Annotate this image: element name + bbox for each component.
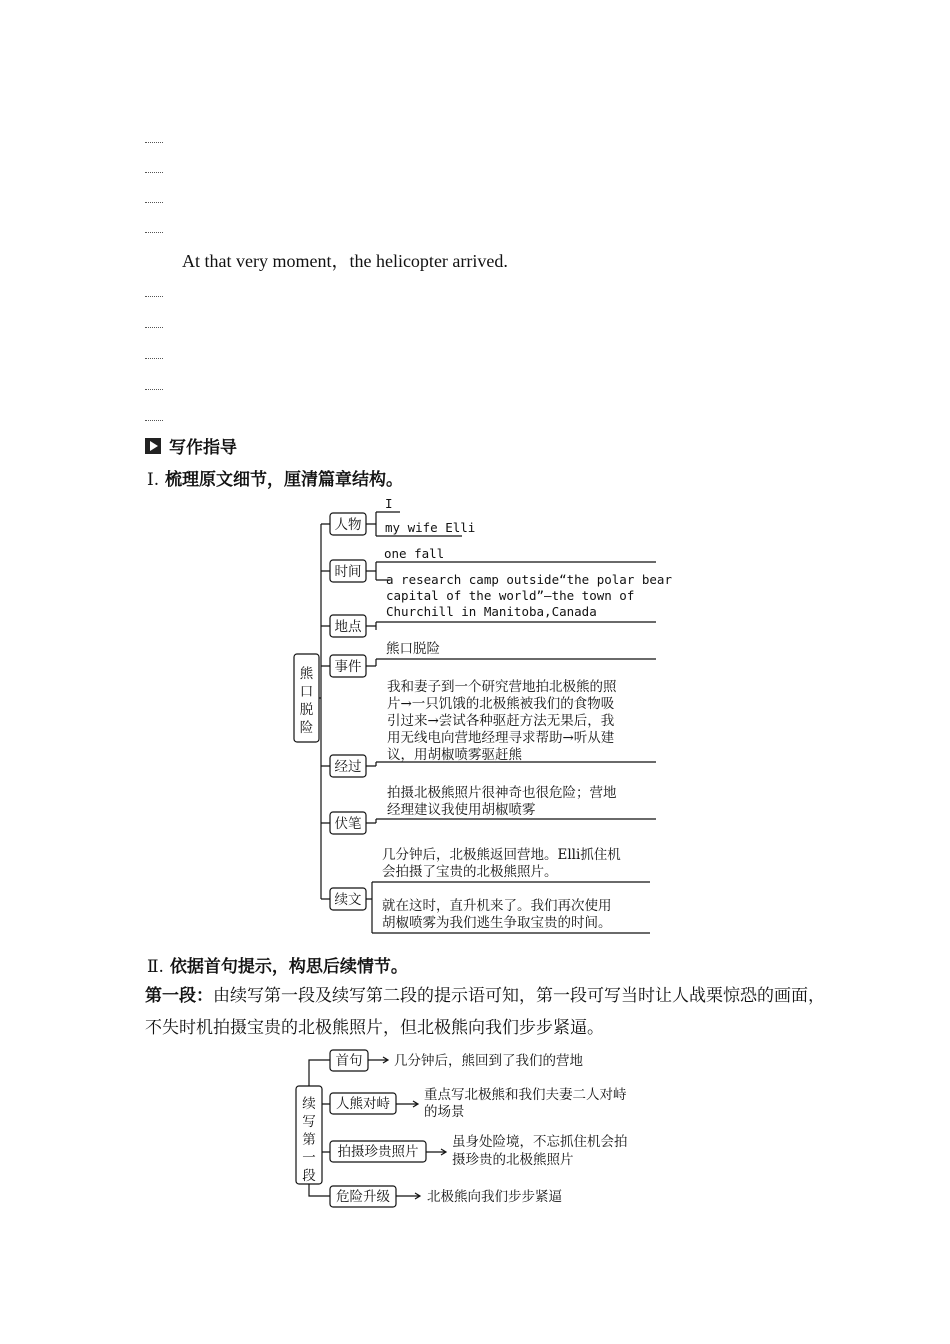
root-char: 写: [302, 1114, 316, 1130]
bracket-line: [366, 622, 656, 630]
branch-item: I: [385, 496, 393, 511]
branch-label: 经过: [334, 759, 362, 775]
root-char: 第: [302, 1132, 316, 1148]
text-line: 胡椒喷雾为我们逃生争取宝贵的时间。: [382, 915, 612, 931]
branch-label: 伏笔: [334, 816, 362, 832]
text-line: 用无线电向营地经理寻求帮助→听从建: [387, 730, 615, 746]
text-line: 摄珍贵的北极熊照片: [452, 1152, 574, 1168]
arrow: [368, 1057, 388, 1063]
branch-label: 拍摄珍贵照片: [337, 1144, 419, 1160]
text-line: 北极熊向我们步步紧逼: [427, 1189, 562, 1205]
bracket-line: [366, 659, 656, 666]
step2-heading: Ⅱ. 依据首句提示，构思后续情节。: [147, 957, 408, 977]
root-char: 口: [299, 684, 314, 700]
root-char: 熊: [299, 666, 314, 682]
root-char: 段: [302, 1168, 316, 1184]
root-char: 续: [302, 1096, 316, 1112]
text-line: 几分钟后，北极熊返回营地。Elli抓住机: [382, 847, 621, 863]
arrow: [396, 1101, 418, 1107]
text-line: 会拍摄了宝贵的北极熊照片。: [382, 864, 558, 880]
root-char: 险: [299, 720, 314, 736]
branch-label: 地点: [334, 619, 362, 635]
text-line: 议，用胡椒喷雾驱赶熊: [387, 747, 522, 763]
text-line: 引过来→尝试各种驱赶方法无果后，我: [387, 713, 615, 729]
arrow: [426, 1149, 446, 1155]
root-char: 一: [302, 1150, 316, 1166]
branch-label: 人物: [334, 517, 362, 533]
paragraph-1: 第一段：由续写第一段及续写第二段的提示语可知，第一段可写当时让人战栗惊恐的画面，不失时机拍摄宝贵的北极熊照片，但北极熊向我们步步紧逼。: [145, 986, 825, 1038]
text-line: 重点写北极熊和我们夫妻二人对峙: [424, 1087, 627, 1103]
text-line: 就在这时，直升机来了。我们再次使用: [382, 898, 612, 914]
branch-label: 人熊对峙: [336, 1096, 390, 1112]
text-line: Churchill in Manitoba,Canada: [386, 604, 597, 619]
branch-item: 熊口脱险: [386, 641, 440, 657]
text-line: 几分钟后，熊回到了我们的营地: [394, 1053, 583, 1069]
text-line: 虽身处险境，不忘抓住机会拍: [452, 1134, 628, 1150]
prompt-sentence: At that very moment，the helicopter arrived.: [182, 251, 508, 271]
arrow: [396, 1193, 420, 1199]
text-line: 的场景: [424, 1104, 465, 1120]
bracket-line: [366, 762, 656, 766]
text-line: 经理建议我使用胡椒喷雾: [387, 802, 536, 818]
branch-label: 危险升级: [336, 1189, 390, 1205]
branch-label: 首句: [335, 1053, 363, 1069]
branch-label: 时间: [334, 564, 362, 580]
step1-heading: Ⅰ. 梳理原文细节，厘清篇章结构。: [147, 470, 404, 490]
text-line: 片→一只饥饿的北极熊被我们的食物吸: [387, 696, 615, 712]
text-line: 拍摄北极熊照片很神奇也很危险；营地: [387, 785, 617, 801]
text-line: capital of the world”—the town of: [386, 588, 635, 603]
branch-item: one fall: [384, 546, 445, 561]
text-line: 我和妻子到一个研究营地拍北极熊的照: [387, 679, 617, 695]
section-title: 写作指导: [145, 433, 237, 458]
branch-lines: [321, 524, 330, 899]
bracket-line: [366, 819, 656, 823]
branch-label: 事件: [334, 659, 362, 675]
branch-label: 续文: [334, 892, 362, 908]
text-line: a research camp outside“the polar bear: [386, 572, 672, 587]
root-char: 脱: [299, 702, 314, 718]
branch-item: my wife Elli: [385, 520, 476, 535]
